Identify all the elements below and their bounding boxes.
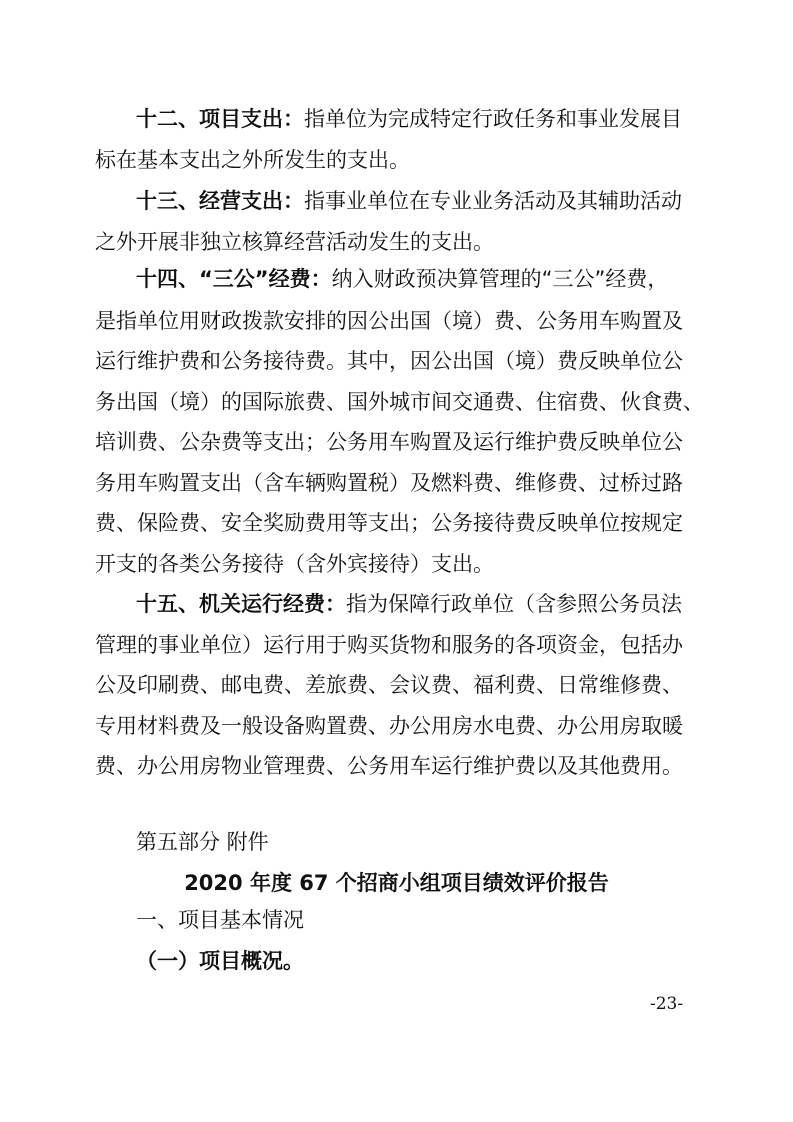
subsection-heading-1: 一、项目基本情况: [136, 908, 304, 932]
subsection-heading-1-1: （一）项目概况。: [136, 949, 304, 973]
section-14-line-8: 开支的各类公务接待（含外宾接待）支出。: [95, 552, 494, 576]
section-12-line-2: 标在基本支出之外所发生的支出。: [95, 148, 410, 172]
section-15-heading: 十五、机关运行经费：: [136, 592, 346, 616]
section-14-text: 纳入财政预决算管理的“三公”经费，: [331, 267, 669, 291]
section-14-line-7: 费、保险费、安全奖励费用等支出；公务接待费反映单位按规定: [95, 511, 683, 535]
part-5-heading: 第五部分 附件: [136, 830, 269, 854]
section-14-line-3: 运行维护费和公务接待费。其中，因公出国（境）费反映单位公: [95, 349, 683, 373]
section-12-text: 指单位为完成特定行政任务和事业发展目: [304, 107, 682, 131]
section-13-text: 指事业单位在专业业务活动及其辅助活动: [304, 189, 682, 213]
section-13-line-1: [136, 188, 682, 214]
section-13-line-2: 之外开展非独立核算经营活动发生的支出。: [95, 230, 494, 254]
report-title: 2020 年度 67 个招商小组项目绩效评价报告: [184, 871, 609, 895]
section-13-heading: 十三、经营支出：: [136, 189, 304, 213]
page-number: -23-: [650, 994, 684, 1014]
section-15-line-4: 专用材料费及一般设备购置费、办公用房水电费、办公用房取暖: [95, 714, 683, 738]
section-14-line-2: 是指单位用财政拨款安排的因公出国（境）费、公务用车购置及: [95, 309, 683, 333]
section-12-heading: 十二、项目支出：: [136, 107, 304, 131]
section-15-line-2: 管理的事业单位）运行用于购买货物和服务的各项资金，包括办: [95, 633, 683, 657]
section-14-line-4: 务出国（境）的国际旅费、国外城市间交通费、住宿费、伙食费、: [95, 390, 704, 414]
section-12-line-1: [136, 106, 682, 132]
section-15-line-1: [136, 591, 682, 617]
section-14-line-1: [136, 266, 668, 292]
section-15-line-5: 费、办公用房物业管理费、公务用车运行维护费以及其他费用。: [95, 754, 683, 778]
section-15-line-3: 公及印刷费、邮电费、差旅费、会议费、福利费、日常维修费、: [95, 673, 683, 697]
section-15-text: 指为保障行政单位（含参照公务员法: [346, 592, 682, 616]
section-14-line-5: 培训费、公杂费等支出；公务用车购置及运行维护费反映单位公: [95, 430, 683, 454]
section-14-line-6: 务用车购置支出（含车辆购置税）及燃料费、维修费、过桥过路: [95, 471, 683, 495]
section-14-heading: 十四、“三公”经费：: [136, 267, 332, 291]
